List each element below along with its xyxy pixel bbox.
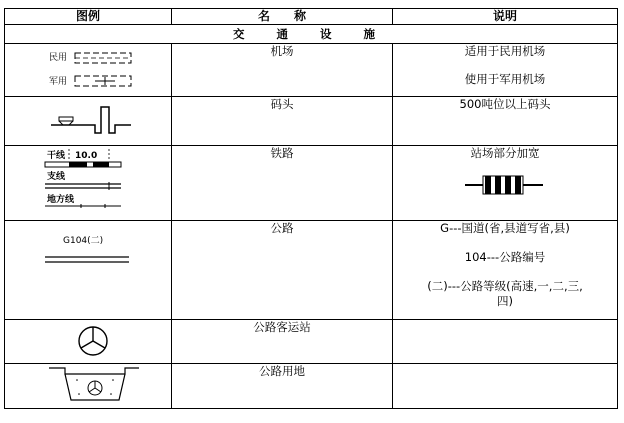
table-row-railway <box>5 146 618 221</box>
highway-name-cell <box>172 221 393 320</box>
table-row-highway-land <box>5 364 618 409</box>
station-widening-icon <box>393 163 618 207</box>
airport-icon <box>5 44 171 96</box>
highway-land-symbol <box>5 364 172 409</box>
table-row-wharf <box>5 97 618 146</box>
wharf-desc-cell <box>393 97 618 146</box>
railway-branch-label: 支线 <box>47 172 66 182</box>
railway-desc-cell <box>393 146 618 221</box>
wharf-symbol <box>5 97 172 146</box>
highway-desc-cell <box>393 221 618 320</box>
wharf-name: 码头 <box>270 97 294 111</box>
highway-desc-3: (二)---公路等级(高速,一,二,三, <box>427 279 583 293</box>
airport-military-label: 军用 <box>49 77 68 87</box>
section-row <box>5 25 618 44</box>
airport-symbol <box>5 44 172 97</box>
highway-code-label: G104(二) <box>63 236 104 246</box>
bus-station-name: 公路客运站 <box>253 320 311 334</box>
highway-land-name: 公路用地 <box>259 364 305 378</box>
railway-name-cell <box>172 146 393 221</box>
header-symbol: 图例 <box>5 9 172 25</box>
legend-table <box>4 8 618 409</box>
railway-local-label: 地方线 <box>47 195 75 205</box>
highway-symbol <box>5 221 172 320</box>
header-row <box>5 9 618 25</box>
highway-land-desc-cell <box>393 364 618 409</box>
header-name: 名 称 <box>172 9 393 25</box>
railway-symbol <box>5 146 172 221</box>
railway-icon <box>5 146 171 220</box>
highway-land-name-cell <box>172 364 393 409</box>
highway-desc-4: 四) <box>497 294 513 308</box>
railway-main-label: 干线 <box>47 151 66 161</box>
wharf-name-cell <box>172 97 393 146</box>
bus-station-symbol <box>5 320 172 364</box>
airport-name: 机场 <box>270 44 294 58</box>
wharf-icon <box>5 97 171 145</box>
table-row-highway <box>5 221 618 320</box>
bus-station-icon <box>5 320 171 363</box>
section-title: 交 通 设 施 <box>5 25 618 44</box>
highway-desc-2: 104---公路编号 <box>464 250 546 264</box>
highway-desc-1: G---国道(省,县道写省,县) <box>440 221 570 235</box>
wharf-desc-1: 500吨位以上码头 <box>459 97 551 111</box>
bus-station-desc-cell <box>393 320 618 364</box>
airport-desc-cell <box>393 44 618 97</box>
airport-desc-2: 使用于军用机场 <box>464 72 546 86</box>
railway-desc-1: 站场部分加宽 <box>470 146 540 160</box>
highway-icon <box>5 221 171 319</box>
bus-station-name-cell <box>172 320 393 364</box>
highway-name: 公路 <box>270 221 294 235</box>
airport-name-cell <box>172 44 393 97</box>
railway-name: 铁路 <box>270 146 294 160</box>
header-desc: 说明 <box>393 9 618 25</box>
railway-gauge-label: 10.0 <box>75 151 98 161</box>
table-row-airport <box>5 44 618 97</box>
table-row-bus-station <box>5 320 618 364</box>
highway-land-icon <box>5 364 171 408</box>
airport-desc-1: 适用于民用机场 <box>464 44 546 58</box>
airport-civil-label: 民用 <box>49 53 68 63</box>
